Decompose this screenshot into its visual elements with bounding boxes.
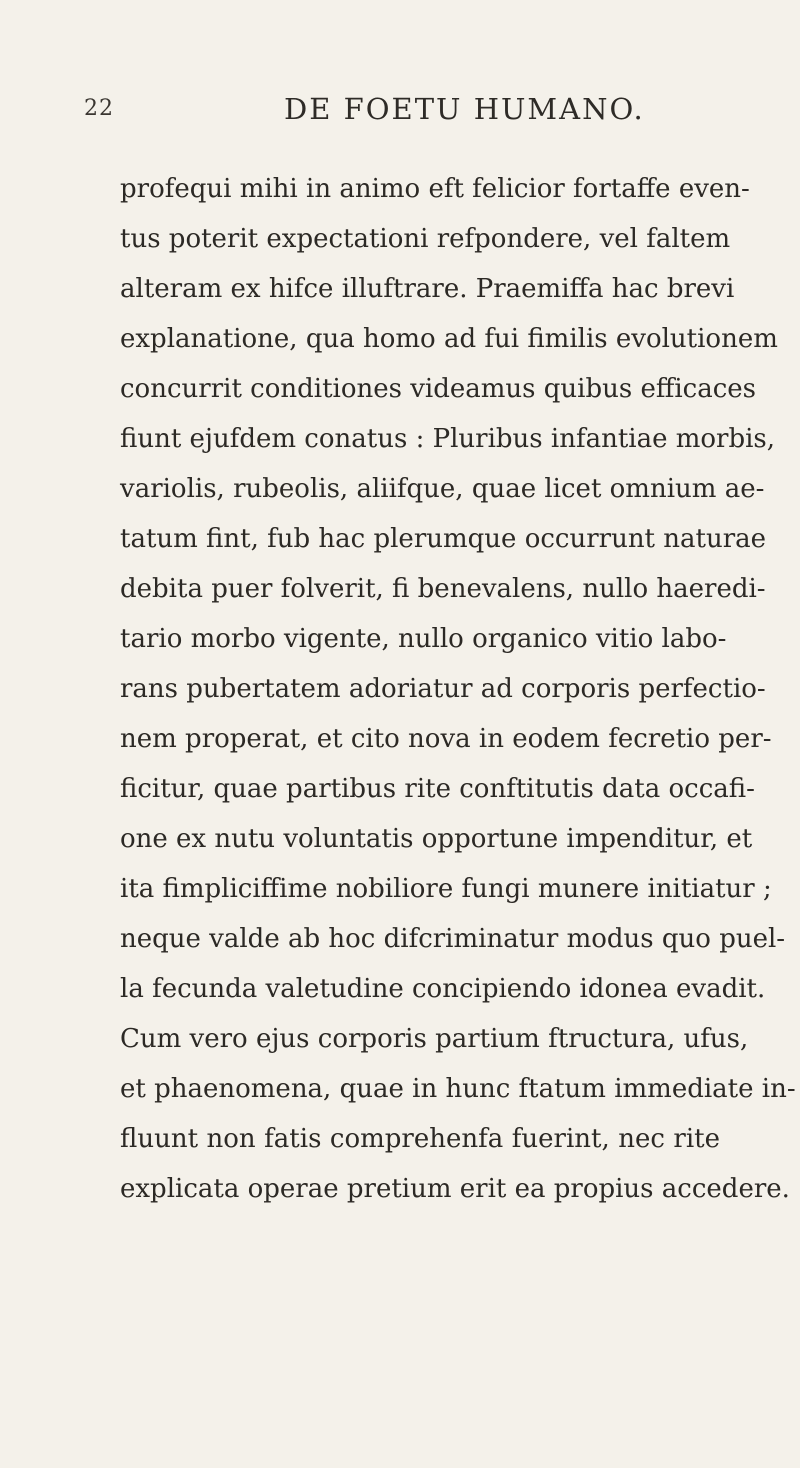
page-header: [84, 92, 724, 132]
text-line: et phaenomena, quae in hunc ftatum immediate in-: [120, 1074, 796, 1104]
text-line: nem properat, et cito nova in eodem fecretio per-: [120, 724, 772, 754]
text-line: variolis, rubeolis, aliifque, quae licet omnium ae-: [120, 474, 765, 504]
text-line: explicata operae pretium erit ea propius accedere.: [120, 1174, 790, 1204]
page-number: 22: [84, 96, 114, 121]
text-line: ita fimpliciffime nobiliore fungi munere initiatur ;: [120, 874, 772, 904]
text-line: fluunt non fatis comprehenfa fuerint, nec rite: [120, 1124, 720, 1154]
text-line: concurrit conditiones videamus quibus efficaces: [120, 374, 756, 404]
text-line: rans pubertatem adoriatur ad corporis perfectio-: [120, 674, 766, 704]
text-line: explanatione, qua homo ad fui fimilis evolutionem: [120, 324, 778, 354]
body-paragraph: [120, 164, 796, 1214]
text-line: tatum fint, fub hac plerumque occurrunt naturae: [120, 524, 767, 554]
text-line: ficitur, quae partibus rite conftitutis data occafi-: [120, 774, 755, 804]
text-line: fiunt ejufdem conatus : Pluribus infantiae morbis,: [120, 424, 776, 454]
text-line: tus poterit expectationi refpondere, vel faltem: [120, 224, 731, 254]
text-line: la fecunda valetudine concipiendo idonea evadit.: [120, 974, 766, 1004]
text-line: neque valde ab hoc difcriminatur modus quo puel-: [120, 924, 786, 954]
running-head: DE FOETU HUMANO.: [284, 92, 645, 126]
text-line: tario morbo vigente, nullo organico vitio labo-: [120, 624, 727, 654]
text-line: debita puer folverit, fi benevalens, nullo haeredi-: [120, 574, 766, 604]
text-line: Cum vero ejus corporis partium ftructura, ufus,: [120, 1024, 749, 1054]
text-line: profequi mihi in animo eft felicior fortaffe even-: [120, 174, 750, 204]
text-line: one ex nutu voluntatis opportune impenditur, et: [120, 824, 753, 854]
text-line: alteram ex hifce illuftrare. Praemiffa hac brevi: [120, 274, 735, 304]
